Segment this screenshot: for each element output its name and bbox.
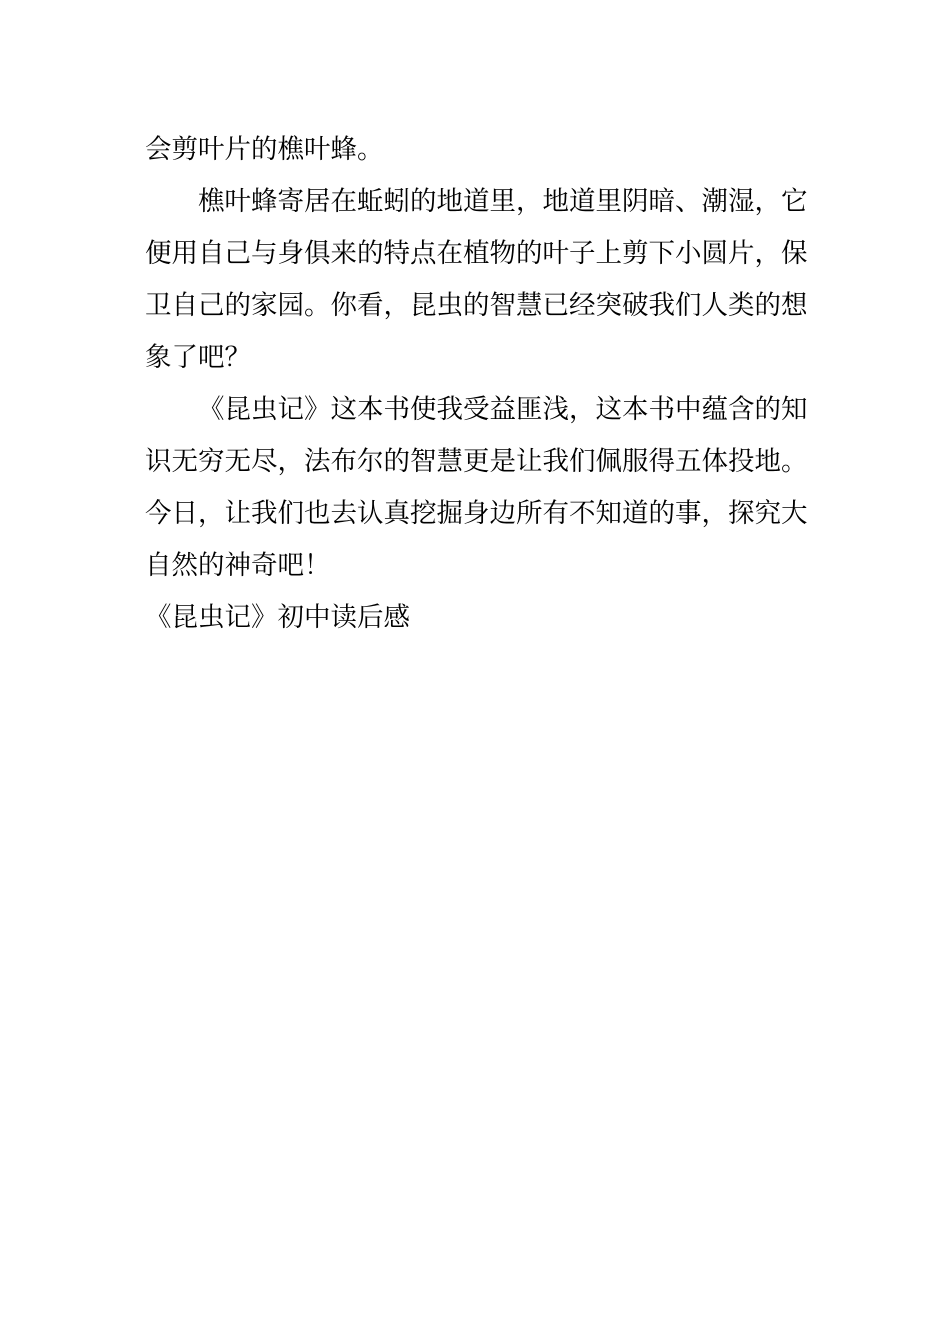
section-title: 《昆虫记》初中读后感 (145, 602, 410, 633)
paragraph-2-line-3: 卫自己的家园。你看，昆虫的智慧已经突破我们人类的想 (145, 290, 808, 321)
paragraph-3-line-1: 《昆虫记》这本书使我受益匪浅，这本书中蕴含的知 (198, 394, 808, 425)
paragraph-2-line-2: 便用自己与身俱来的特点在植物的叶子上剪下小圆片，保 (145, 238, 808, 269)
document-page (145, 124, 807, 644)
paragraph-2-line-4: 象了吧？ (145, 342, 251, 373)
paragraph-3-line-4: 自然的神奇吧！ (145, 550, 331, 581)
paragraph-1-line-1: 会剪叶片的樵叶蜂。 (145, 134, 384, 165)
paragraph-3-line-2: 识无穷无尽，法布尔的智慧更是让我们佩服得五体投地。 (145, 446, 808, 477)
paragraph-2-line-1: 樵叶蜂寄居在蚯蚓的地道里，地道里阴暗、潮湿，它 (198, 186, 808, 217)
paragraph-3-line-3: 今日，让我们也去认真挖掘身边所有不知道的事，探究大 (145, 498, 808, 529)
